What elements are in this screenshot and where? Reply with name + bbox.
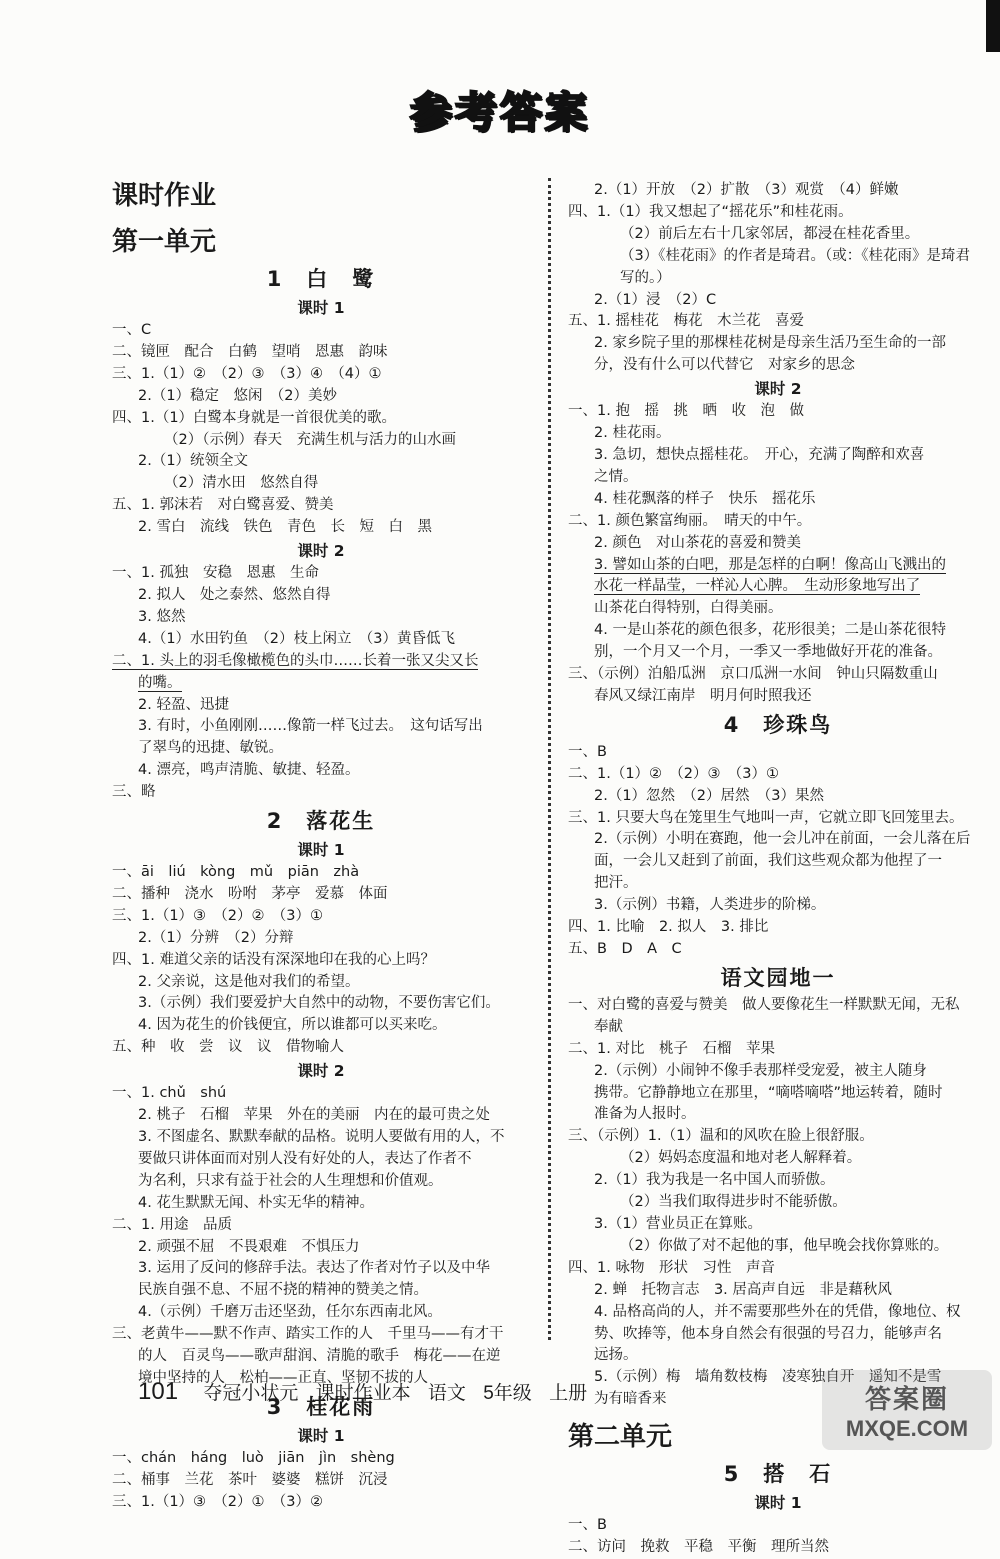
answer-line: [568, 1192, 988, 1214]
answer-line: [568, 1061, 988, 1083]
answer-text: 4. 花生默默无闻、朴实无华的精神。: [138, 1194, 374, 1211]
footer-book: 课时作业本: [315, 1383, 411, 1404]
answer-text: 二、访问 挽救 平稳 平衡 理所当然: [568, 1539, 829, 1556]
lesson-title: 2 落花生: [266, 809, 376, 834]
answer-line: [568, 1126, 988, 1148]
answer-text: 2.（示例）小闹钟不像手表那样受宠爱，被主人随身: [594, 1062, 927, 1079]
answer-text: 4. 漂亮，鸣声清脆、敏捷、轻盈。: [138, 762, 360, 779]
answer-text: 写的。）: [620, 269, 671, 286]
answer-text: 一、B: [568, 743, 607, 760]
answer-line: [112, 386, 530, 408]
answer-text: 二、1. 颜色繁富绚丽。 晴天的中午。: [568, 512, 812, 529]
answer-line: [568, 1258, 988, 1280]
answer-text: 携带。它静静地立在那里，“嘀嗒嘀嗒”地运转着，随时: [594, 1084, 943, 1101]
answer-line: [568, 202, 988, 224]
answer-line: [568, 620, 988, 642]
answer-text: 一、B: [568, 1517, 607, 1534]
answer-line: [568, 489, 988, 511]
answer-line: [568, 1515, 988, 1537]
answer-text: 为有暗香来: [594, 1391, 667, 1408]
right-column: [568, 180, 988, 1559]
answer-line: [568, 808, 988, 830]
answer-text: 2. 父亲说，这是他对我们的希望。: [138, 973, 360, 990]
answer-line: [112, 1258, 530, 1280]
period-title: 课时 1: [297, 1426, 345, 1445]
answer-text: 二、镜匣 配合 白鹤 望哨 恩惠 韵味: [112, 343, 388, 360]
answer-line: [568, 686, 988, 708]
answer-text: 4. 因为花生的价钱便宜，所以谁都可以买来吃。: [138, 1017, 447, 1034]
answer-text: 一、1. 孤独 安稳 恩惠 生命: [112, 565, 319, 582]
answer-text: 2. 家乡院子里的那棵桂花树是母亲生活乃至生命的一部: [594, 335, 946, 352]
answer-text: 一、C: [112, 322, 152, 338]
answer-text: （2）你做了对不起他的事，他早晚会找你算账的。: [620, 1237, 949, 1254]
answer-text: 三、1.（1）② （2）③ （3）④ （4）①: [112, 365, 382, 382]
period-title: 课时 1: [754, 1494, 802, 1513]
answer-line: [112, 950, 530, 972]
answer-text: 一、1. chǔ shú: [112, 1085, 227, 1102]
answer-line: [112, 1324, 530, 1346]
answer-line: [112, 1083, 530, 1105]
answer-text: 2.（示例）小明在赛跑，他一会儿冲在前面，一会儿落在后: [594, 831, 971, 848]
answer-line: [112, 716, 530, 738]
answer-line: [112, 607, 530, 629]
answer-text: 四、1. 咏物 形状 习性 声音: [568, 1259, 775, 1276]
answer-line: [112, 651, 530, 673]
answer-line: [568, 829, 988, 851]
page-title: 参考答案: [409, 88, 590, 137]
answer-line: [568, 180, 988, 202]
answer-text: 山茶花白得特别，白得美丽。: [594, 600, 783, 617]
answer-line: [112, 473, 530, 495]
watermark-text: 答案圈: [864, 1384, 949, 1415]
period-title: 课时 1: [297, 299, 345, 317]
answer-line: [112, 695, 530, 717]
answer-line: [112, 1280, 530, 1302]
answer-line: [568, 467, 988, 489]
answer-line: [112, 629, 530, 651]
answer-line: [568, 851, 988, 873]
left-column: [112, 170, 530, 1514]
answer-line: [112, 1215, 530, 1237]
answer-text: 2.（1）稳定 悠闲 （2）美妙: [138, 387, 338, 404]
answer-line: [112, 1015, 530, 1037]
answer-text: 的嘴。: [138, 674, 182, 691]
answer-line: [568, 664, 988, 686]
corner-tab-mark: [986, 0, 1000, 52]
page-number: 101: [138, 1378, 179, 1405]
answer-line: [112, 760, 530, 782]
answer-line: [568, 742, 988, 764]
answer-text: 五、种 收 尝 议 议 借物喻人: [112, 1039, 344, 1056]
answer-line: [112, 673, 530, 695]
answer-line: [568, 533, 988, 555]
answer-line: [568, 764, 988, 786]
answer-line: [112, 738, 530, 760]
answer-line: [112, 1448, 530, 1470]
answer-text: 2. 蝉 托物言志 3. 居高声自远 非是藉秋风: [594, 1281, 892, 1298]
answer-line: [112, 928, 530, 950]
answer-line: [112, 1149, 530, 1171]
answer-text: 五、1. 郭沫若 对白鹭喜爱、赞美: [112, 497, 334, 514]
answer-line: [568, 555, 988, 577]
answer-line: [568, 290, 988, 312]
answer-line: [568, 1148, 988, 1170]
answer-text: 四、1. 难道父亲的话没有深深地印在我的心上吗？: [112, 951, 435, 968]
answer-line: [112, 517, 530, 539]
answer-line: [112, 495, 530, 517]
answer-line: [112, 1127, 530, 1149]
answer-text: （2）当我们取得进步时不能骄傲。: [620, 1194, 847, 1211]
lesson-title: 5 搭 石: [723, 1462, 833, 1487]
answer-line: [568, 268, 988, 290]
answer-text: 3.（示例）我们要爱护大自然中的动物，不要伤害它们。: [138, 995, 500, 1012]
answer-text: 2.（1）分辨 （2）分辩: [138, 929, 294, 946]
answer-line: [112, 563, 530, 585]
answer-text: 远扬。: [594, 1347, 638, 1364]
lesson-title: 3 桂花雨: [266, 1394, 376, 1419]
footer-grade: 5年级: [483, 1383, 532, 1404]
answer-line: [112, 1193, 530, 1215]
period-title: 课时 2: [297, 1062, 345, 1081]
answer-line: [568, 995, 988, 1017]
answer-text: 4. 品格高尚的人，并不需要那些外在的凭借，像地位、权: [594, 1303, 961, 1320]
answer-line: [568, 939, 988, 961]
answer-line: [568, 1083, 988, 1105]
answer-line: [112, 972, 530, 994]
answer-line: [112, 1470, 530, 1492]
answer-text: 2. 桃子 石榴 苹果 外在的美丽 内在的最可贵之处: [138, 1107, 490, 1124]
answer-line: [112, 782, 530, 804]
answer-text: 把汗。: [594, 875, 638, 892]
answer-text: 三、1.（1）③ （2）① （3）②: [112, 1493, 324, 1510]
answer-line: [112, 1302, 530, 1324]
answer-text: 3.（示例）书籍，人类进步的阶梯。: [594, 897, 826, 914]
section-title: 第二单元: [568, 1422, 673, 1453]
answer-text: 四、1.（1）我又想起了“摇花乐”和桂花雨。: [568, 203, 853, 220]
period-title: 课时 1: [297, 841, 345, 860]
page-footer: [138, 1378, 599, 1406]
answer-line: [568, 311, 988, 333]
answer-line: [112, 1346, 530, 1368]
answer-line: [568, 1236, 988, 1258]
answer-text: 为名利，只求有益于社会的人生理想和价值观。: [138, 1172, 443, 1189]
answer-line: [112, 1105, 530, 1127]
answer-text: 境中坚持的人 松柏——正直、坚韧不拔的人: [138, 1369, 428, 1386]
answer-line: [568, 576, 988, 598]
answer-line: [568, 895, 988, 917]
answer-line: [568, 873, 988, 895]
answer-text: 一、chán háng luò jiān jìn shèng: [112, 1449, 395, 1466]
answer-text: 势、吹捧等，他本身自然会有很强的号召力，能够声名: [594, 1325, 942, 1342]
answer-line: [112, 906, 530, 928]
answer-line: [568, 917, 988, 939]
answer-line: [568, 445, 988, 467]
answer-line: [112, 1237, 530, 1259]
answer-text: （2）（示例）春天 充满生机与活力的山水画: [164, 431, 456, 448]
column-divider: [548, 178, 551, 1340]
answer-text: 二、播种 浇水 吩咐 茅亭 爱慕 体面: [112, 885, 388, 902]
answer-line: [112, 1037, 530, 1059]
answer-text: 2. 拟人 处之泰然、悠然自得: [138, 586, 331, 603]
answer-text: 2.（1）开放 （2）扩散 （3）观赏 （4）鲜嫩: [594, 182, 899, 198]
answer-text: 别，一个月又一个月，一季又一季地做好开花的准备。: [594, 644, 942, 661]
answer-line: [568, 1537, 988, 1559]
answer-text: 3. 悠然: [138, 608, 186, 625]
answer-line: [112, 884, 530, 906]
answer-text: 3. 急切，想快点摇桂花。 开心，充满了陶醉和欢喜: [594, 446, 925, 463]
answer-line: [112, 1171, 530, 1193]
answer-text: 准备为人报时。: [594, 1106, 696, 1123]
footer-subject: 语文: [427, 1383, 466, 1404]
answer-text: 三、1. 只要大鸟在笼里生气地叫一声，它就立即飞回笼里去。: [568, 809, 964, 826]
answer-text: 5.（示例）梅 墙角数枝梅 凌寒独自开 遥知不是雪: [594, 1369, 942, 1386]
footer-brand: 夺冠小状元: [203, 1383, 299, 1404]
answer-text: 2.（1）我为我是一名中国人而骄傲。: [594, 1172, 835, 1189]
answer-line: [112, 430, 530, 452]
answer-text: 4.（1）水田钓鱼 （2）枝上闲立 （3）黄昏低飞: [138, 630, 456, 647]
answer-text: 4. 桂花飘落的样子 快乐 摇花乐: [594, 490, 816, 507]
footer-volume: 上册: [549, 1383, 588, 1404]
answer-text: 一、1. 抱 摇 挑 晒 收 泡 做: [568, 403, 804, 420]
answer-text: 四、1. 比喻 2. 拟人 3. 排比: [568, 919, 769, 936]
lesson-title: 4 珍珠鸟: [723, 712, 833, 737]
lesson-title: 语文园地一: [720, 965, 836, 990]
answer-text: 五、1. 摇桂花 梅花 木兰花 喜爱: [568, 313, 804, 330]
answer-line: [568, 1214, 988, 1236]
answer-text: 2. 颜色 对山茶花的喜爱和赞美: [594, 534, 801, 551]
answer-line: [568, 1280, 988, 1302]
answer-line: [568, 1017, 988, 1039]
period-title: 课时 2: [754, 380, 802, 399]
answer-line: [568, 1170, 988, 1192]
answer-text: 2. 顽强不屈 不畏艰难 不惧压力: [138, 1238, 360, 1255]
answer-text: 2.（1）忽然 （2）居然 （3）果然: [594, 787, 825, 804]
lesson-title: 1 白 鹭: [266, 267, 376, 291]
answer-line: [568, 401, 988, 423]
answer-line: [568, 246, 988, 268]
answer-text: 4. 一是山茶花的颜色很多，花形很美；二是山茶花很特: [594, 622, 946, 639]
answer-text: 面，一会儿又赶到了前面，我们这些观众都为他捏了一: [594, 853, 942, 870]
answer-text: 奉献: [594, 1018, 623, 1035]
answer-text: 2. 雪白 流线 铁色 青色 长 短 白 黑: [138, 519, 432, 536]
answer-text: 三、老黄牛——默不作声、踏实工作的人 千里马——有才干: [112, 1326, 504, 1343]
answer-line: [112, 993, 530, 1015]
answer-text: 之情。: [594, 468, 638, 485]
answer-line: [568, 355, 988, 377]
answer-line: [568, 1345, 988, 1367]
answer-line: [112, 342, 530, 364]
answer-text: 2.（1）浸 （2）C: [594, 291, 717, 308]
answer-line: [568, 642, 988, 664]
watermark-logo: [822, 1370, 992, 1450]
answer-text: 3.（1）营业员正在算账。: [594, 1215, 763, 1232]
answer-text: 三、（示例）1.（1）温和的风吹在脸上很舒服。: [568, 1128, 874, 1145]
answer-text: 二、1.（1）② （2）③ （3）①: [568, 765, 780, 782]
answer-line: [568, 333, 988, 355]
answer-line: [112, 862, 530, 884]
answer-text: 的人 百灵鸟——歌声甜润、清脆的歌手 梅花——在逆: [138, 1348, 501, 1365]
answer-text: 4.（示例）千磨万击还坚劲，任尔东西南北风。: [138, 1304, 442, 1321]
answer-text: 五、B D A C: [568, 941, 682, 957]
answer-line: [568, 1302, 988, 1324]
answer-text: 春风又绿江南岸 明月何时照我还: [594, 687, 812, 704]
answer-line: [112, 585, 530, 607]
answer-text: （2）前后左右十几家邻居，都浸在桂花香里。: [620, 225, 920, 242]
answer-text: 2.（1）统领全文: [138, 453, 249, 470]
answer-text: 3. 不图虚名、默默奉献的品格。说明人要做有用的人，不: [138, 1129, 505, 1145]
answer-text: 一、对白鹭的喜爱与赞美 做人要像花生一样默默无闻，无私: [568, 996, 960, 1013]
answer-line: [568, 1039, 988, 1061]
answer-line: [112, 408, 530, 430]
answer-text: 一、āi liú kòng mǔ piān zhà: [112, 864, 360, 881]
answer-text: 要做只讲体面而对别人没有好处的人，表达了作者不: [138, 1150, 472, 1167]
section-title: 课时作业: [112, 181, 217, 211]
period-title: 课时 2: [297, 542, 345, 561]
answer-text: 3. 有时，小鱼刚刚……像箭一样飞过去。 这句话写出: [138, 718, 483, 735]
watermark-url: MXQE.COM: [845, 1415, 969, 1441]
answer-text: 二、1. 对比 桃子 石榴 苹果: [568, 1040, 775, 1057]
section-title: 第一单元: [112, 227, 217, 257]
answer-text: 四、1.（1）白鹭本身就是一首很优美的歌。: [112, 409, 397, 426]
answer-text: 二、1. 头上的羽毛像橄榄色的头巾……长着一张又尖又长: [112, 652, 479, 669]
answer-text: 三、略: [112, 784, 156, 801]
answer-line: [568, 1324, 988, 1346]
answer-line: [568, 423, 988, 445]
answer-line: [112, 320, 530, 342]
answer-text: 了翠鸟的迅捷、敏锐。: [138, 740, 283, 757]
answer-text: 二、桶事 兰花 茶叶 婆婆 糕饼 沉浸: [112, 1471, 388, 1488]
answer-text: （2）妈妈态度温和地对老人解释着。: [620, 1150, 862, 1167]
answer-text: 二、1. 用途 品质: [112, 1216, 232, 1233]
answer-text: 水花一样晶莹，一样沁人心脾。 生动形象地写出了: [594, 578, 921, 595]
answer-text: 2. 轻盈、迅捷: [138, 696, 229, 713]
answer-text: 3. 运用了反问的修辞手法。表达了作者对竹子以及中华: [138, 1260, 490, 1277]
answer-text: 三、（示例）泊船瓜洲 京口瓜洲一水间 钟山只隔数重山: [568, 666, 938, 683]
answer-line: [112, 1492, 530, 1514]
answer-line: [568, 786, 988, 808]
answer-line: [112, 451, 530, 473]
answer-text: （2）清水田 悠然自得: [164, 475, 319, 492]
answer-line: [568, 224, 988, 246]
answer-line: [568, 598, 988, 620]
answer-text: 3. 譬如山茶的白吧，那是怎样的白啊！像高山飞溅出的: [594, 556, 946, 573]
answer-text: 2. 桂花雨。: [594, 425, 671, 442]
answer-text: （3）《桂花雨》的作者是琦君。（或：《桂花雨》是琦君: [620, 247, 970, 264]
answer-line: [568, 511, 988, 533]
answer-line: [112, 364, 530, 386]
answer-line: [568, 1104, 988, 1126]
answer-text: 民族自强不息、不屈不挠的精神的赞美之情。: [138, 1282, 428, 1299]
answer-text: 三、1.（1）③ （2）② （3）①: [112, 907, 324, 924]
answer-text: 分，没有什么可以代替它 对家乡的思念: [594, 357, 855, 374]
